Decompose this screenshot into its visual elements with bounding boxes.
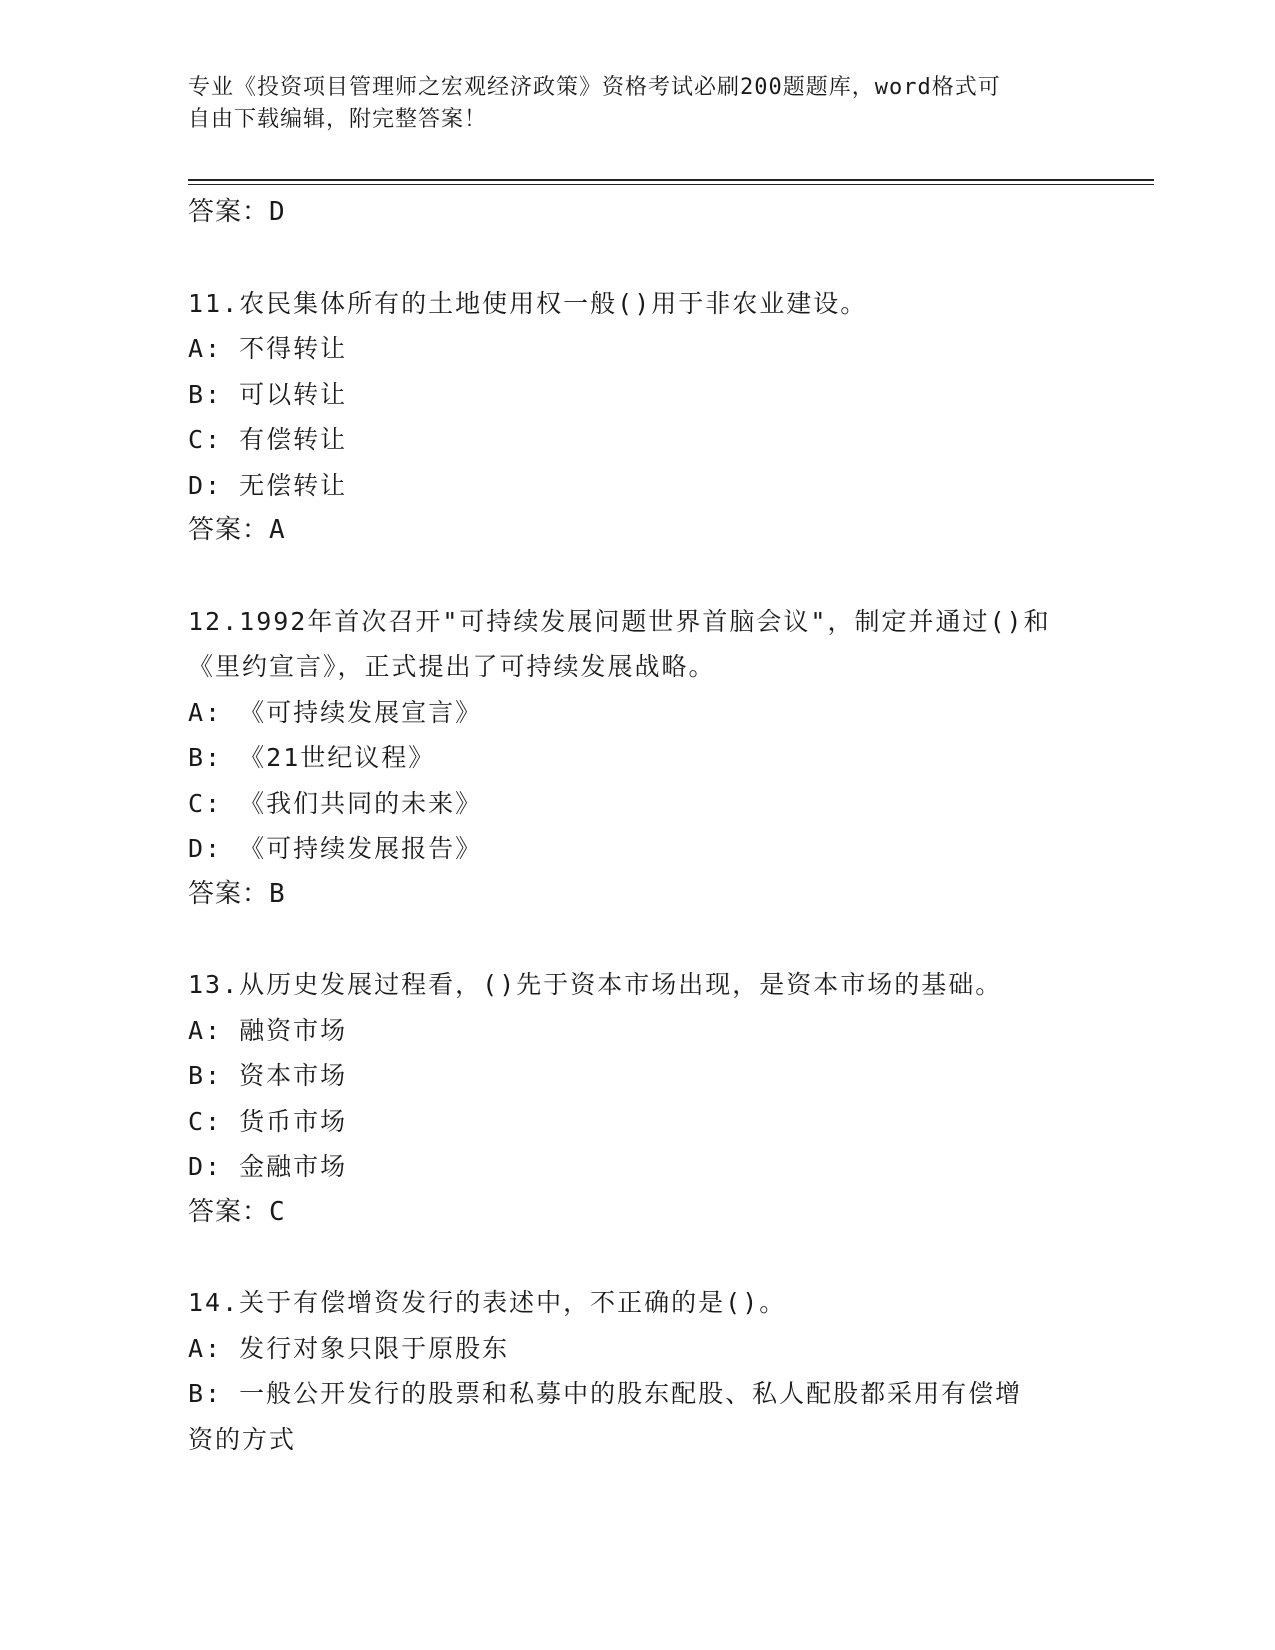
question-answer [188, 1190, 1088, 1236]
question-11 [188, 281, 1088, 554]
option-c: C: 有偿转让 [188, 425, 348, 454]
option-d: D: 无偿转让 [188, 470, 348, 500]
answer-value: D [269, 197, 286, 227]
answer-label: 答案： [188, 515, 270, 545]
question-stem: 11.农民集体所有的土地使用权一般()用于非农业建设。 [188, 288, 868, 318]
option-b-line-2: 资的方式 [188, 1424, 297, 1454]
answer-label: 答案： [188, 197, 270, 227]
question-list [188, 190, 1088, 1462]
option-a: A: 融资市场 [188, 1015, 348, 1045]
option-a: A: 不得转让 [188, 334, 348, 363]
document-header [188, 72, 1088, 136]
header-title-line-2: 自由下载编辑，附完整答案！ [188, 107, 488, 132]
option-c: C: 货币市场 [188, 1106, 348, 1136]
previous-answer [188, 190, 1088, 236]
question-stem-line-2: 《里约宣言》，正式提出了可持续发展战略。 [188, 652, 716, 681]
question-stem: 13.从历史发展过程看，()先于资本市场出现，是资本市场的基础。 [188, 970, 1003, 999]
answer-label: 答案： [188, 1196, 270, 1227]
answer-label: 答案： [188, 878, 270, 909]
answer-value: C [269, 1196, 286, 1227]
option-b: B: 《21世纪议程》 [188, 743, 436, 772]
header-title-line-1: 专业《投资项目管理师之宏观经济政策》资格考试必刷200题题库，word格式可 [188, 75, 1001, 100]
question-12 [188, 599, 1088, 918]
option-b-line-1: B: 一般公开发行的股票和私募中的股东配股、私人配股都采用有偿增 [188, 1379, 1023, 1408]
option-b: B: 可以转让 [188, 379, 348, 409]
option-a: A: 《可持续发展宣言》 [188, 697, 483, 727]
question-stem-line-1: 12.1992年首次召开"可持续发展问题世界首脑会议"，制定并通过()和 [188, 606, 1051, 636]
option-c: C: 《我们共同的未来》 [188, 788, 483, 818]
question-stem: 14.关于有偿增资发行的表述中，不正确的是()。 [188, 1288, 787, 1317]
question-14 [188, 1280, 1088, 1462]
option-b: B: 资本市场 [188, 1061, 348, 1090]
option-d: D: 《可持续发展报告》 [188, 834, 483, 863]
option-d: D: 金融市场 [188, 1152, 348, 1181]
question-answer [188, 508, 1088, 554]
answer-value: A [269, 515, 286, 545]
header-divider-thin [188, 184, 1154, 185]
question-answer [188, 872, 1088, 918]
option-a: A: 发行对象只限于原股东 [188, 1333, 510, 1363]
answer-value: B [269, 878, 286, 909]
header-divider-thick [188, 179, 1154, 181]
question-13 [188, 962, 1088, 1235]
